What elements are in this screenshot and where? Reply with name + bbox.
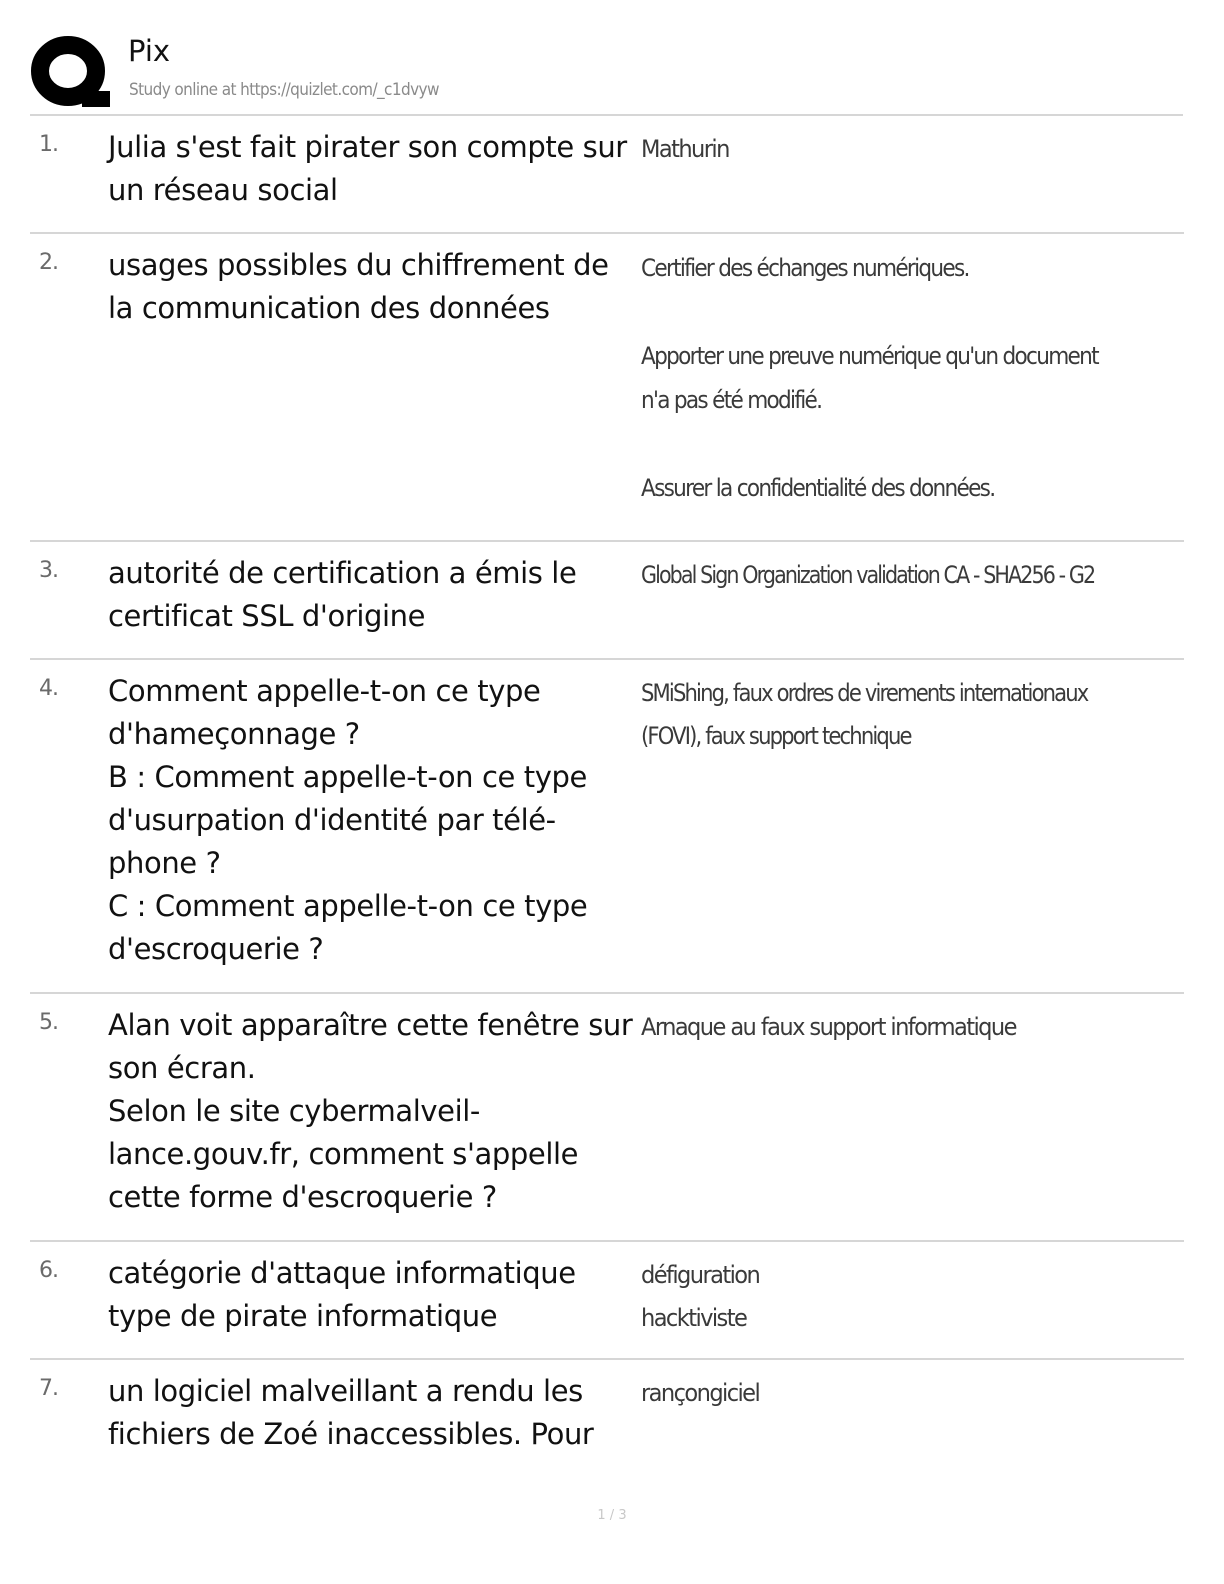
card-term: usages possibles du chiffrement de la communication des données	[108, 248, 609, 325]
flashcard-row	[30, 116, 1184, 234]
page-header	[30, 30, 1183, 116]
study-online-link[interactable]: Study online at https://quizlet.com/_c1dvyw	[129, 80, 439, 100]
card-number: 6.	[39, 1258, 58, 1283]
flashcard-row	[30, 1360, 1184, 1470]
card-term: Alan voit apparaître cette fenêtre sur son écran. Selon le site cybermalveil- lance.gouv.fr, comment s'appelle cette forme d'escroquerie ?	[108, 1008, 633, 1214]
card-term: catégorie d'attaque informatique type de pirate informatique	[108, 1256, 576, 1333]
flashcard-list	[30, 116, 1184, 1470]
card-number: 3.	[39, 558, 58, 583]
flashcard-row	[30, 994, 1184, 1242]
card-definition: Mathurin	[641, 135, 729, 163]
flashcard-row	[30, 542, 1184, 660]
card-definition: Global Sign Organization validation CA - SHA256 - G2	[641, 561, 1095, 589]
card-term: un logiciel malveillant a rendu les fichiers de Zoé inaccessibles. Pour	[108, 1374, 594, 1451]
card-definition: Certifier des échanges numériques. Apporter une preuve numérique qu'un document n'a pas été modifié. Assurer la confidentialité des données.	[641, 254, 1098, 502]
page-number: 1 / 3	[597, 1508, 627, 1523]
card-definition: Arnaque au faux support informatique	[641, 1013, 1016, 1041]
card-number: 5.	[39, 1010, 58, 1035]
flashcard-row	[30, 1242, 1184, 1360]
card-term: Julia s'est fait pirater son compte sur un réseau social	[108, 130, 627, 207]
card-term: autorité de certification a émis le certificat SSL d'origine	[108, 556, 577, 633]
flashcard-row	[30, 234, 1184, 542]
card-number: 1.	[39, 132, 58, 157]
quizlet-q-logo-icon	[30, 33, 110, 109]
card-number: 4.	[39, 676, 58, 701]
card-definition: rançongiciel	[641, 1379, 760, 1407]
card-number: 7.	[39, 1376, 58, 1401]
card-definition: défiguration hacktiviste	[641, 1261, 760, 1332]
card-definition: SMiShing, faux ordres de virements internationaux (FOVI), faux support technique	[641, 679, 1088, 750]
card-number: 2.	[39, 250, 58, 275]
deck-title: Pix	[128, 34, 171, 68]
card-term: Comment appelle-t-on ce type d'hameçonnage ? B : Comment appelle-t-on ce type d'usurpation d'identité par télé- phone ? C : Comment appelle-t-on ce type d'escroquerie ?	[108, 674, 588, 966]
flashcard-row	[30, 660, 1184, 994]
